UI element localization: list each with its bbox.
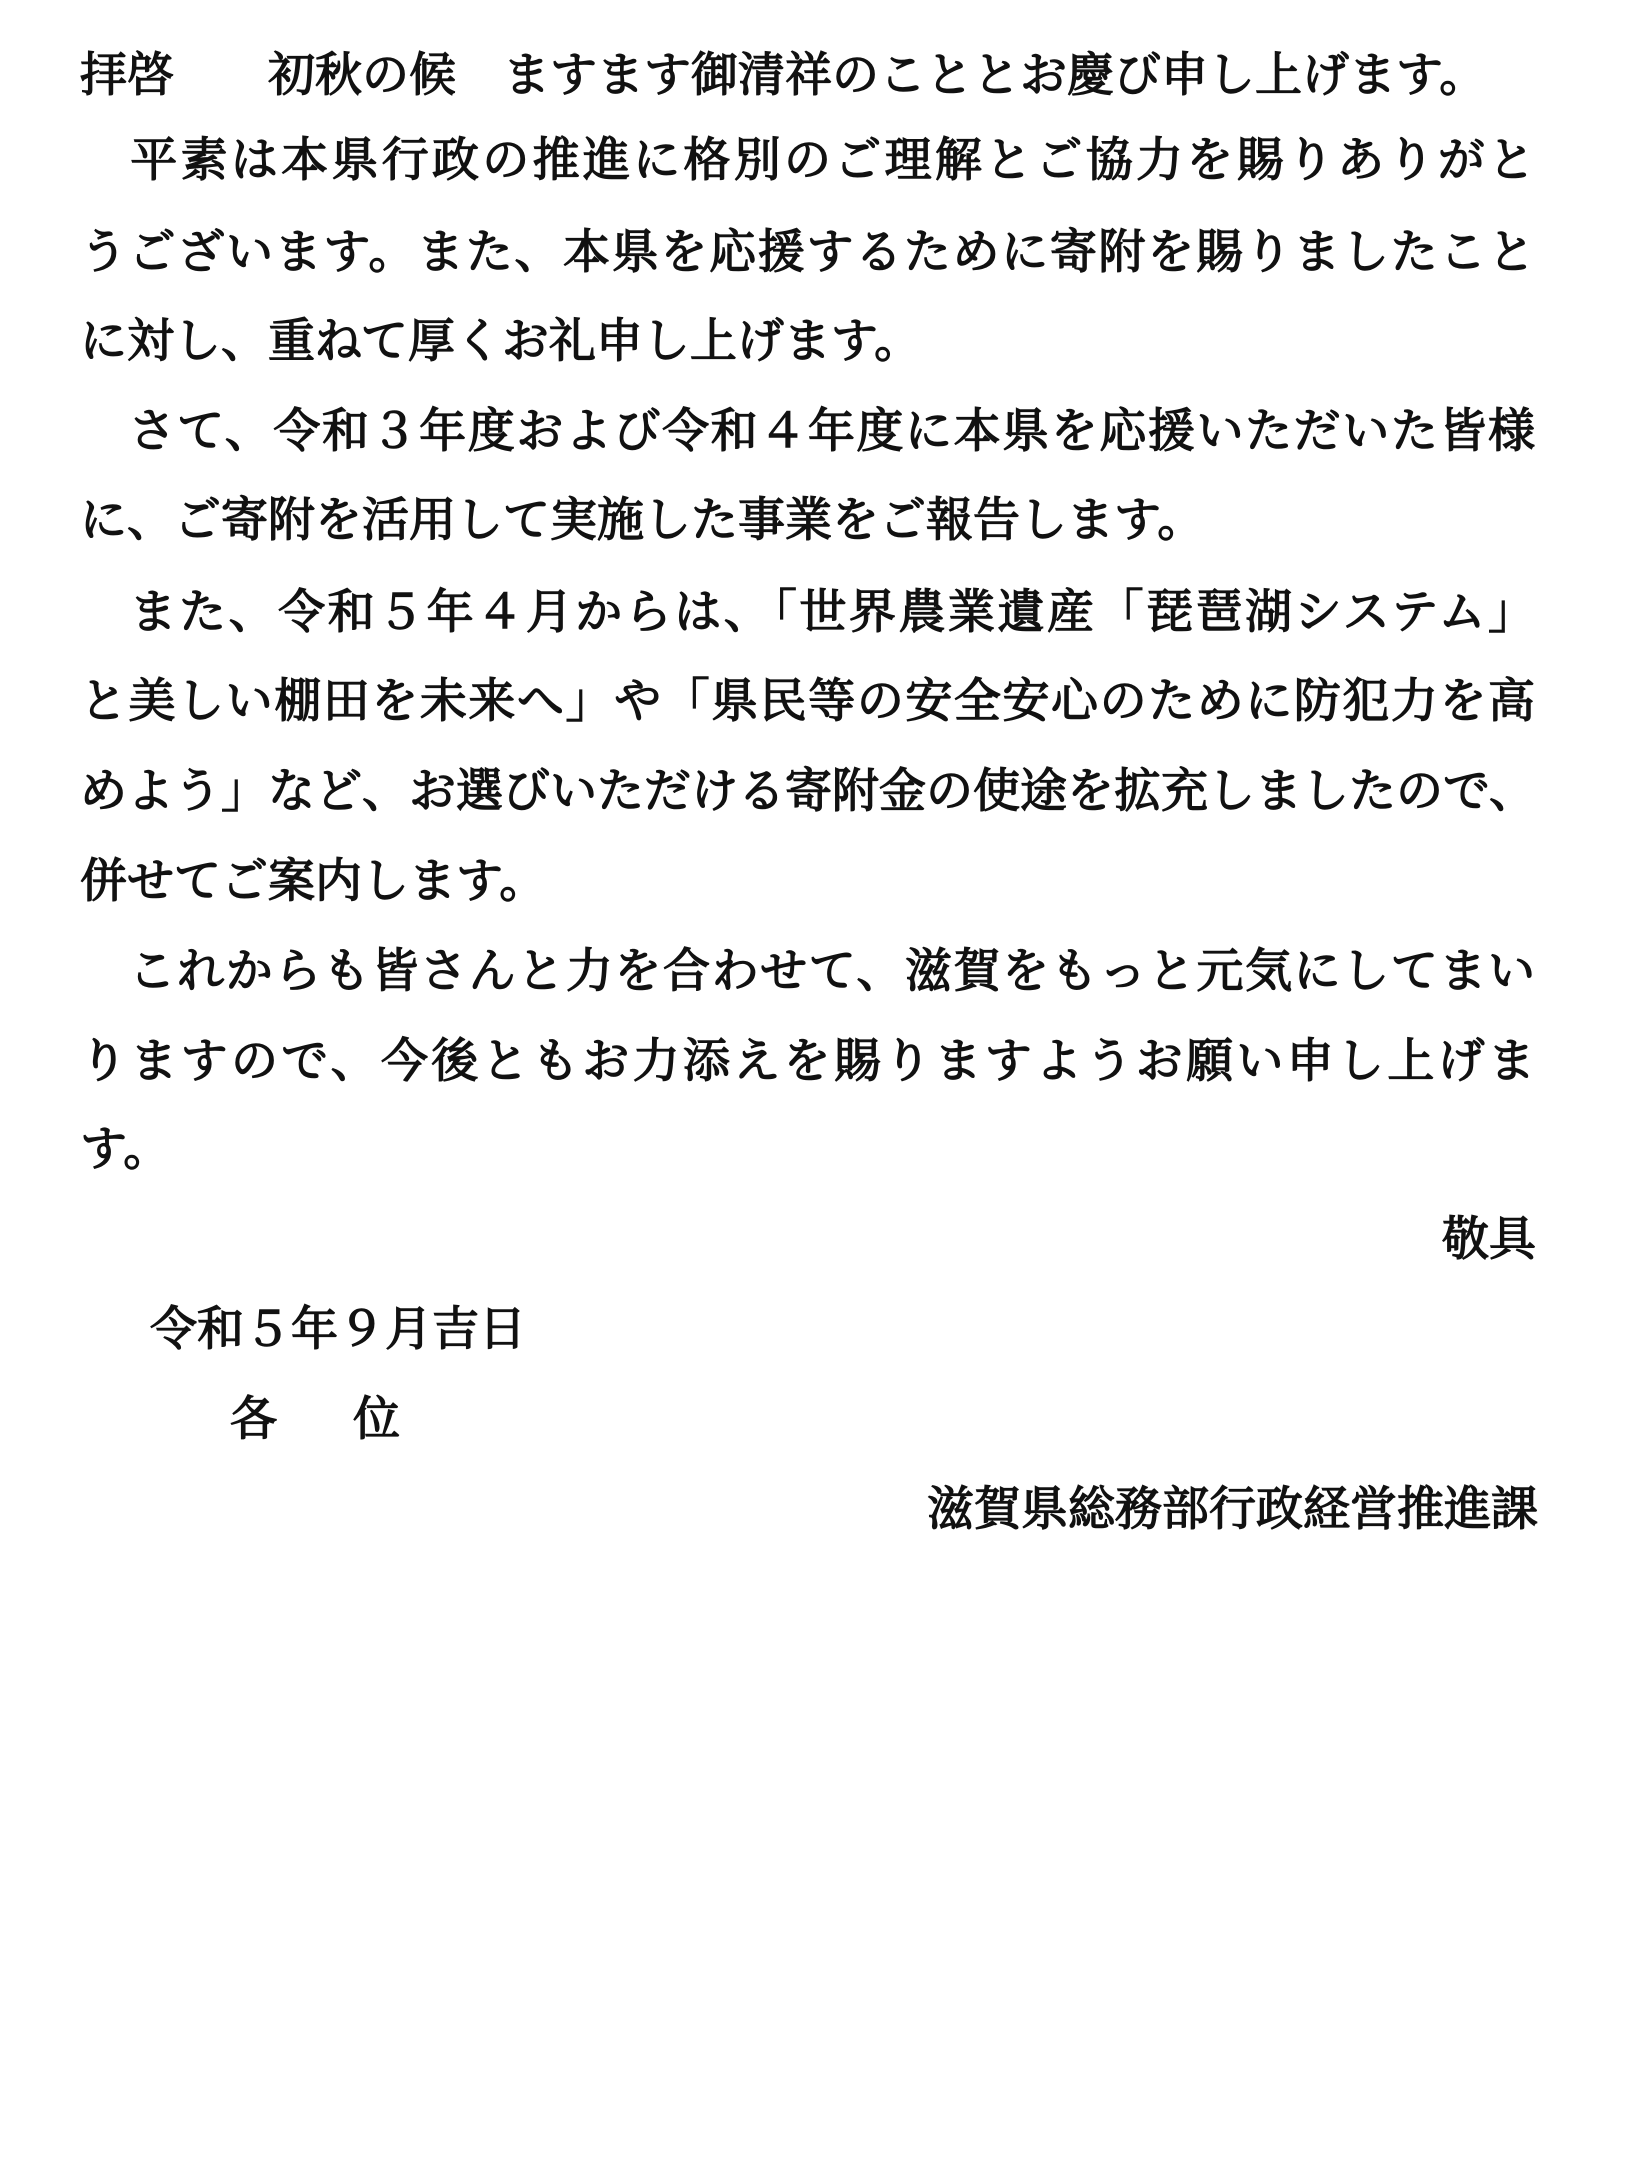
body-line-9: 併せてご案内します。 <box>80 854 547 909</box>
body-line-5: に、ご寄附を活用して実施した事業をご報告します。 <box>80 493 1205 548</box>
body-line-11: りますので、今後ともお力添えを賜りますようお願い申し上げま <box>80 1034 1535 1089</box>
body-line-7: と美しい棚田を未来へ」や「県民等の安全安心のために防犯力を高 <box>80 674 1535 729</box>
sender-department: 滋賀県総務部行政経営推進課 <box>927 1482 1538 1537</box>
body-line-1: 平素は本県行政の推進に格別のご理解とご協力を賜りありがと <box>80 133 1535 188</box>
body-line-3: に対し、重ねて厚くお礼申し上げます。 <box>80 314 922 369</box>
addressee: 各位 <box>230 1392 476 1447</box>
letter-date: 令和５年９月吉日 <box>150 1302 526 1357</box>
body-line-6: また、令和５年４月からは、「世界農業遺産「琵琶湖システム」 <box>80 585 1535 640</box>
body-line-2: うございます。また、本県を応援するために寄附を賜りましたこと <box>80 225 1535 280</box>
body-line-10: これからも皆さんと力を合わせて、滋賀をもっと元気にしてまい <box>80 944 1535 999</box>
closing-keigu: 敬具 <box>1442 1212 1536 1267</box>
body-line-8: めよう」など、お選びいただける寄附金の使途を拡充しましたので、 <box>80 764 1537 819</box>
greeting-line: 拝啓 初秋の候 ますます御清祥のこととお慶び申し上げます。 <box>80 48 1487 103</box>
body-line-12: す。 <box>80 1122 171 1177</box>
body-line-4: さて、令和３年度および令和４年度に本県を応援いただいた皆様 <box>80 404 1535 459</box>
